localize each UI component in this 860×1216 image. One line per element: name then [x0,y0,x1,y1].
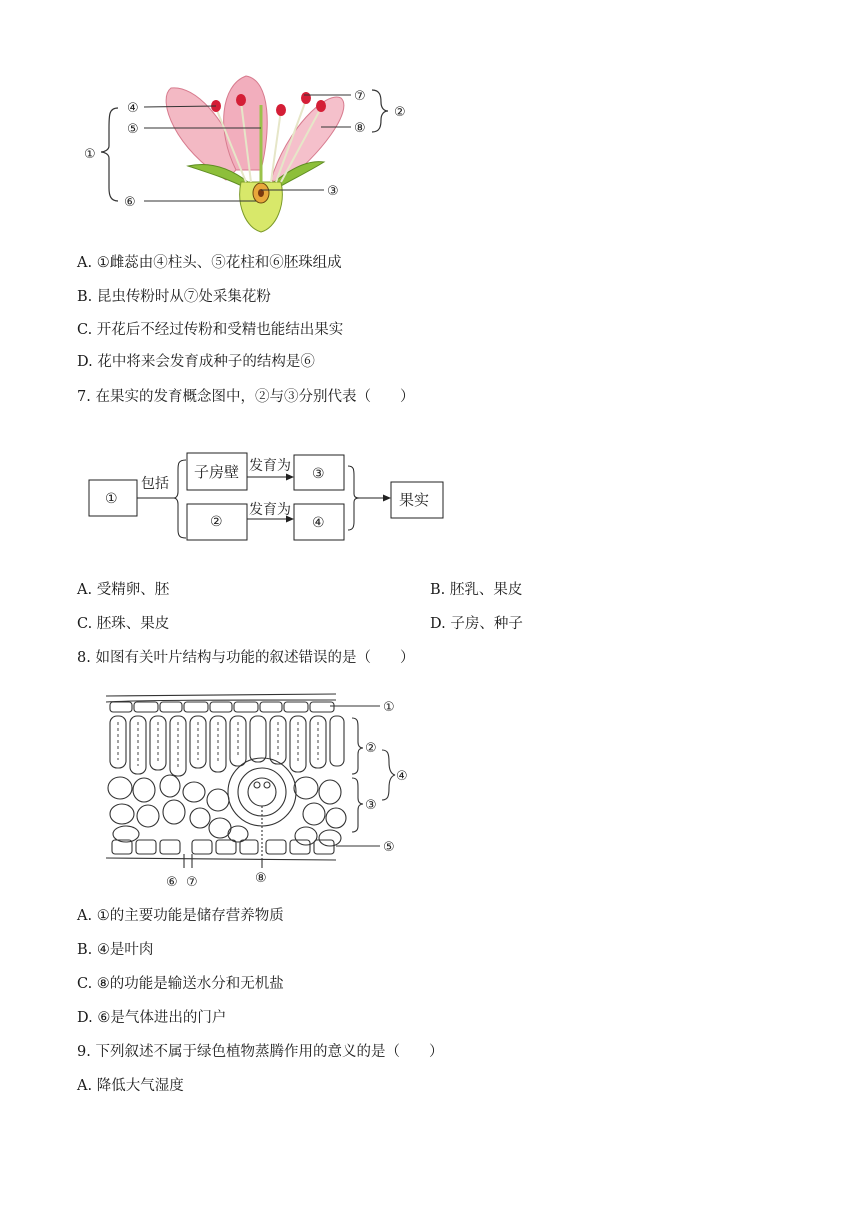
flower-label-5: ⑤ [127,122,139,137]
leaf-label-4: ④ [396,769,408,784]
q8-option-b: B. ④是叶肉 [77,942,154,958]
flower-label-4: ④ [127,101,139,116]
q8-option-d: D. ⑥是气体进出的门户 [77,1010,227,1026]
leaf-label-3: ③ [365,798,377,813]
concept-develop-2: 发育为 [249,502,291,518]
q8-option-c: C. ⑧的功能是输送水分和无机盐 [77,976,284,992]
concept-label-1: ① [105,491,118,507]
flower-diagram [76,70,426,235]
leaf-label-8: ⑧ [255,871,267,886]
concept-develop-1: 发育为 [249,458,291,474]
flower-label-1: ① [84,147,96,162]
flower-label-8: ⑧ [354,121,366,136]
concept-label-3: ③ [312,466,325,482]
leaf-label-7: ⑦ [186,875,198,890]
q6-option-c: C. 开花后不经过传粉和受精也能结出果实 [77,322,344,338]
q8-option-a: A. ①的主要功能是储存营养物质 [77,908,284,924]
q7-option-d: D. 子房、种子 [430,616,523,632]
concept-label-4: ④ [312,515,325,531]
flower-label-2: ② [394,105,406,120]
q9-option-a: A. 降低大气湿度 [77,1078,184,1094]
concept-label-wall: 子房壁 [194,463,240,481]
concept-include: 包括 [141,476,169,492]
q9-stem: 9. 下列叙述不属于绿色植物蒸腾作用的意义的是（ ） [77,1044,444,1060]
q6-option-a: A. ①雌蕊由④柱头、⑤花柱和⑥胚珠组成 [77,255,342,271]
q7-option-c: C. 胚珠、果皮 [77,616,170,632]
spongy-tissue [108,775,346,846]
concept-label-2: ② [210,514,223,530]
q7-stem: 7. 在果实的发育概念图中，②与③分别代表（ ） [77,389,415,405]
palisade-tissue [110,716,344,776]
concept-label-fruit: 果实 [399,491,430,509]
q8-stem: 8. 如图有关叶片结构与功能的叙述错误的是（ ） [77,650,415,666]
q7-option-b: B. 胚乳、果皮 [430,582,523,598]
leaf-label-2: ② [365,741,377,756]
flower-label-7: ⑦ [354,89,366,104]
flower-label-3: ③ [327,184,339,199]
q6-option-d: D. 花中将来会发育成种子的结构是⑥ [77,354,315,370]
leaf-cross-section-diagram [100,688,430,893]
leaf-label-5: ⑤ [383,840,395,855]
leaf-label-6: ⑥ [166,875,178,890]
q6-option-b: B. 昆虫传粉时从⑦处采集花粉 [77,289,271,305]
lower-epidermis [112,840,334,854]
upper-epidermis [110,702,334,712]
q7-option-a: A. 受精卵、胚 [77,582,170,598]
fruit-development-diagram [86,450,456,545]
flower-label-6: ⑥ [124,195,136,210]
leaf-label-1: ① [383,700,395,715]
